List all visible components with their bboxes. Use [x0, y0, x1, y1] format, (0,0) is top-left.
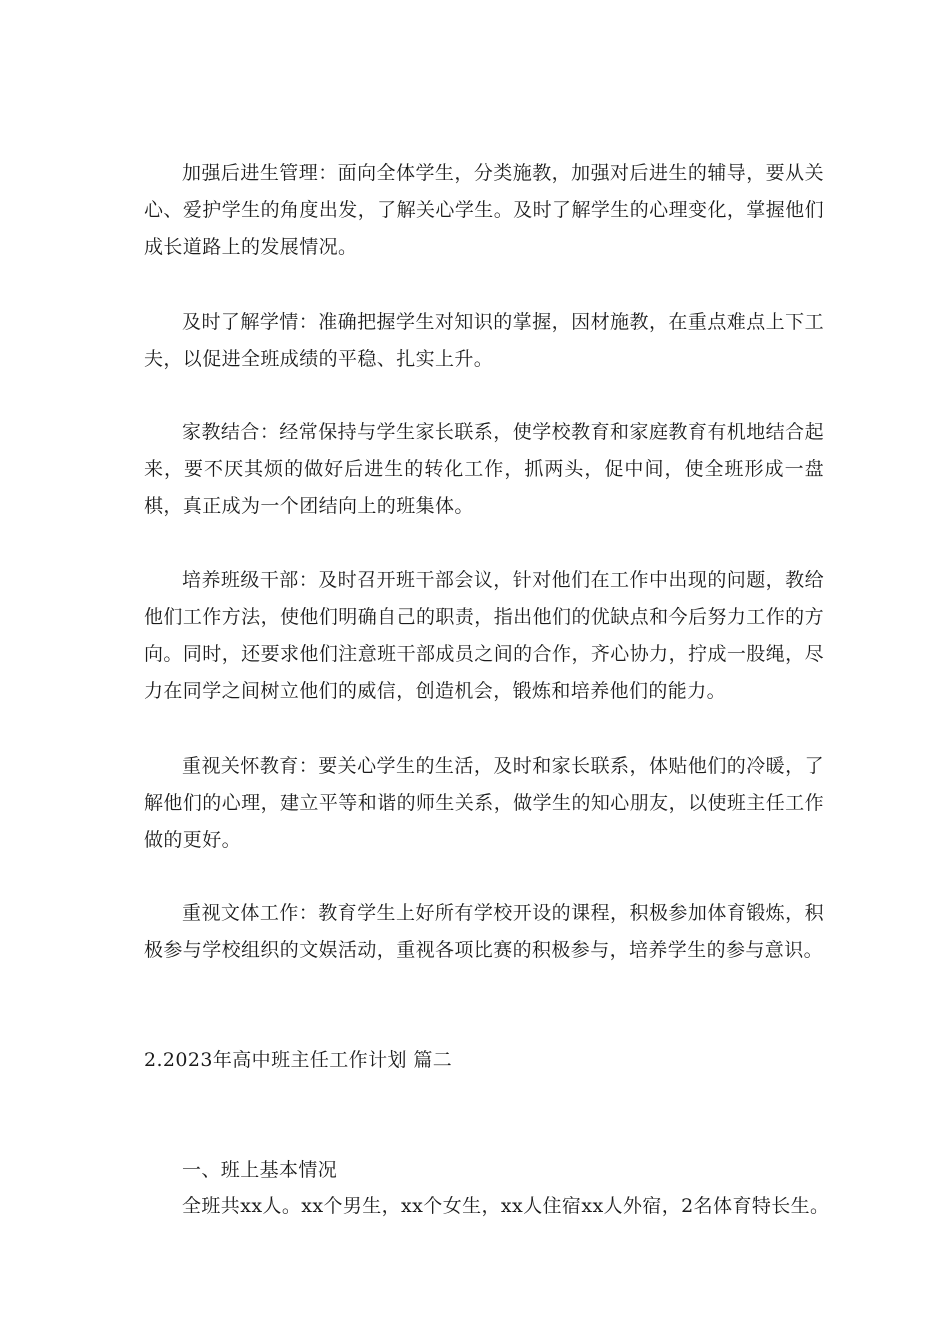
section-heading: 2.2023年高中班主任工作计划 篇二	[144, 1049, 453, 1071]
paragraph-care-education: 重视关怀教育：要关心学生的生活，及时和家长联系，体贴他们的冷暖，了解他们的心理，建立平等和谐的师生关系，做学生的知心朋友，以使班主任工作做的更好。	[144, 755, 824, 851]
paragraph-laggard-management: 加强后进生管理：面向全体学生，分类施教，加强对后进生的辅导，要从关心、爱护学生的角度出发，了解关心学生。及时了解学生的心理变化，掌握他们成长道路上的发展情况。	[144, 162, 824, 258]
paragraph-home-school: 家教结合：经常保持与学生家长联系，使学校教育和家庭教育有机地结合起来，要不厌其烦的做好后进生的转化工作，抓两头，促中间，使全班形成一盘棋，真正成为一个团结向上的班集体。	[144, 421, 824, 517]
subsection-heading: 一、班上基本情况	[182, 1159, 338, 1181]
paragraph-sports-culture: 重视文体工作：教育学生上好所有学校开设的课程，积极参加体育锻炼，积极参与学校组织的文娱活动，重视各项比赛的积极参与，培养学生的参与意识。	[144, 902, 824, 961]
paragraph-class-cadres: 培养班级干部：及时召开班干部会议，针对他们在工作中出现的问题，教给他们工作方法，使他们明确自己的职责，指出他们的优缺点和今后努力工作的方向。同时，还要求他们注意班干部成员之间的合作，齐心协力，拧成一股绳，尽力在同学之间树立他们的威信，创造机会，锻炼和培养他们的能力。	[144, 569, 824, 702]
paragraph-learning-status: 及时了解学情：准确把握学生对知识的掌握，因材施教，在重点难点上下工夫，以促进全班成绩的平稳、扎实上升。	[144, 311, 824, 370]
class-info-text: 全班共xx人。xx个男生，xx个女生，xx人住宿xx人外宿，2名体育特长生。	[182, 1195, 830, 1217]
